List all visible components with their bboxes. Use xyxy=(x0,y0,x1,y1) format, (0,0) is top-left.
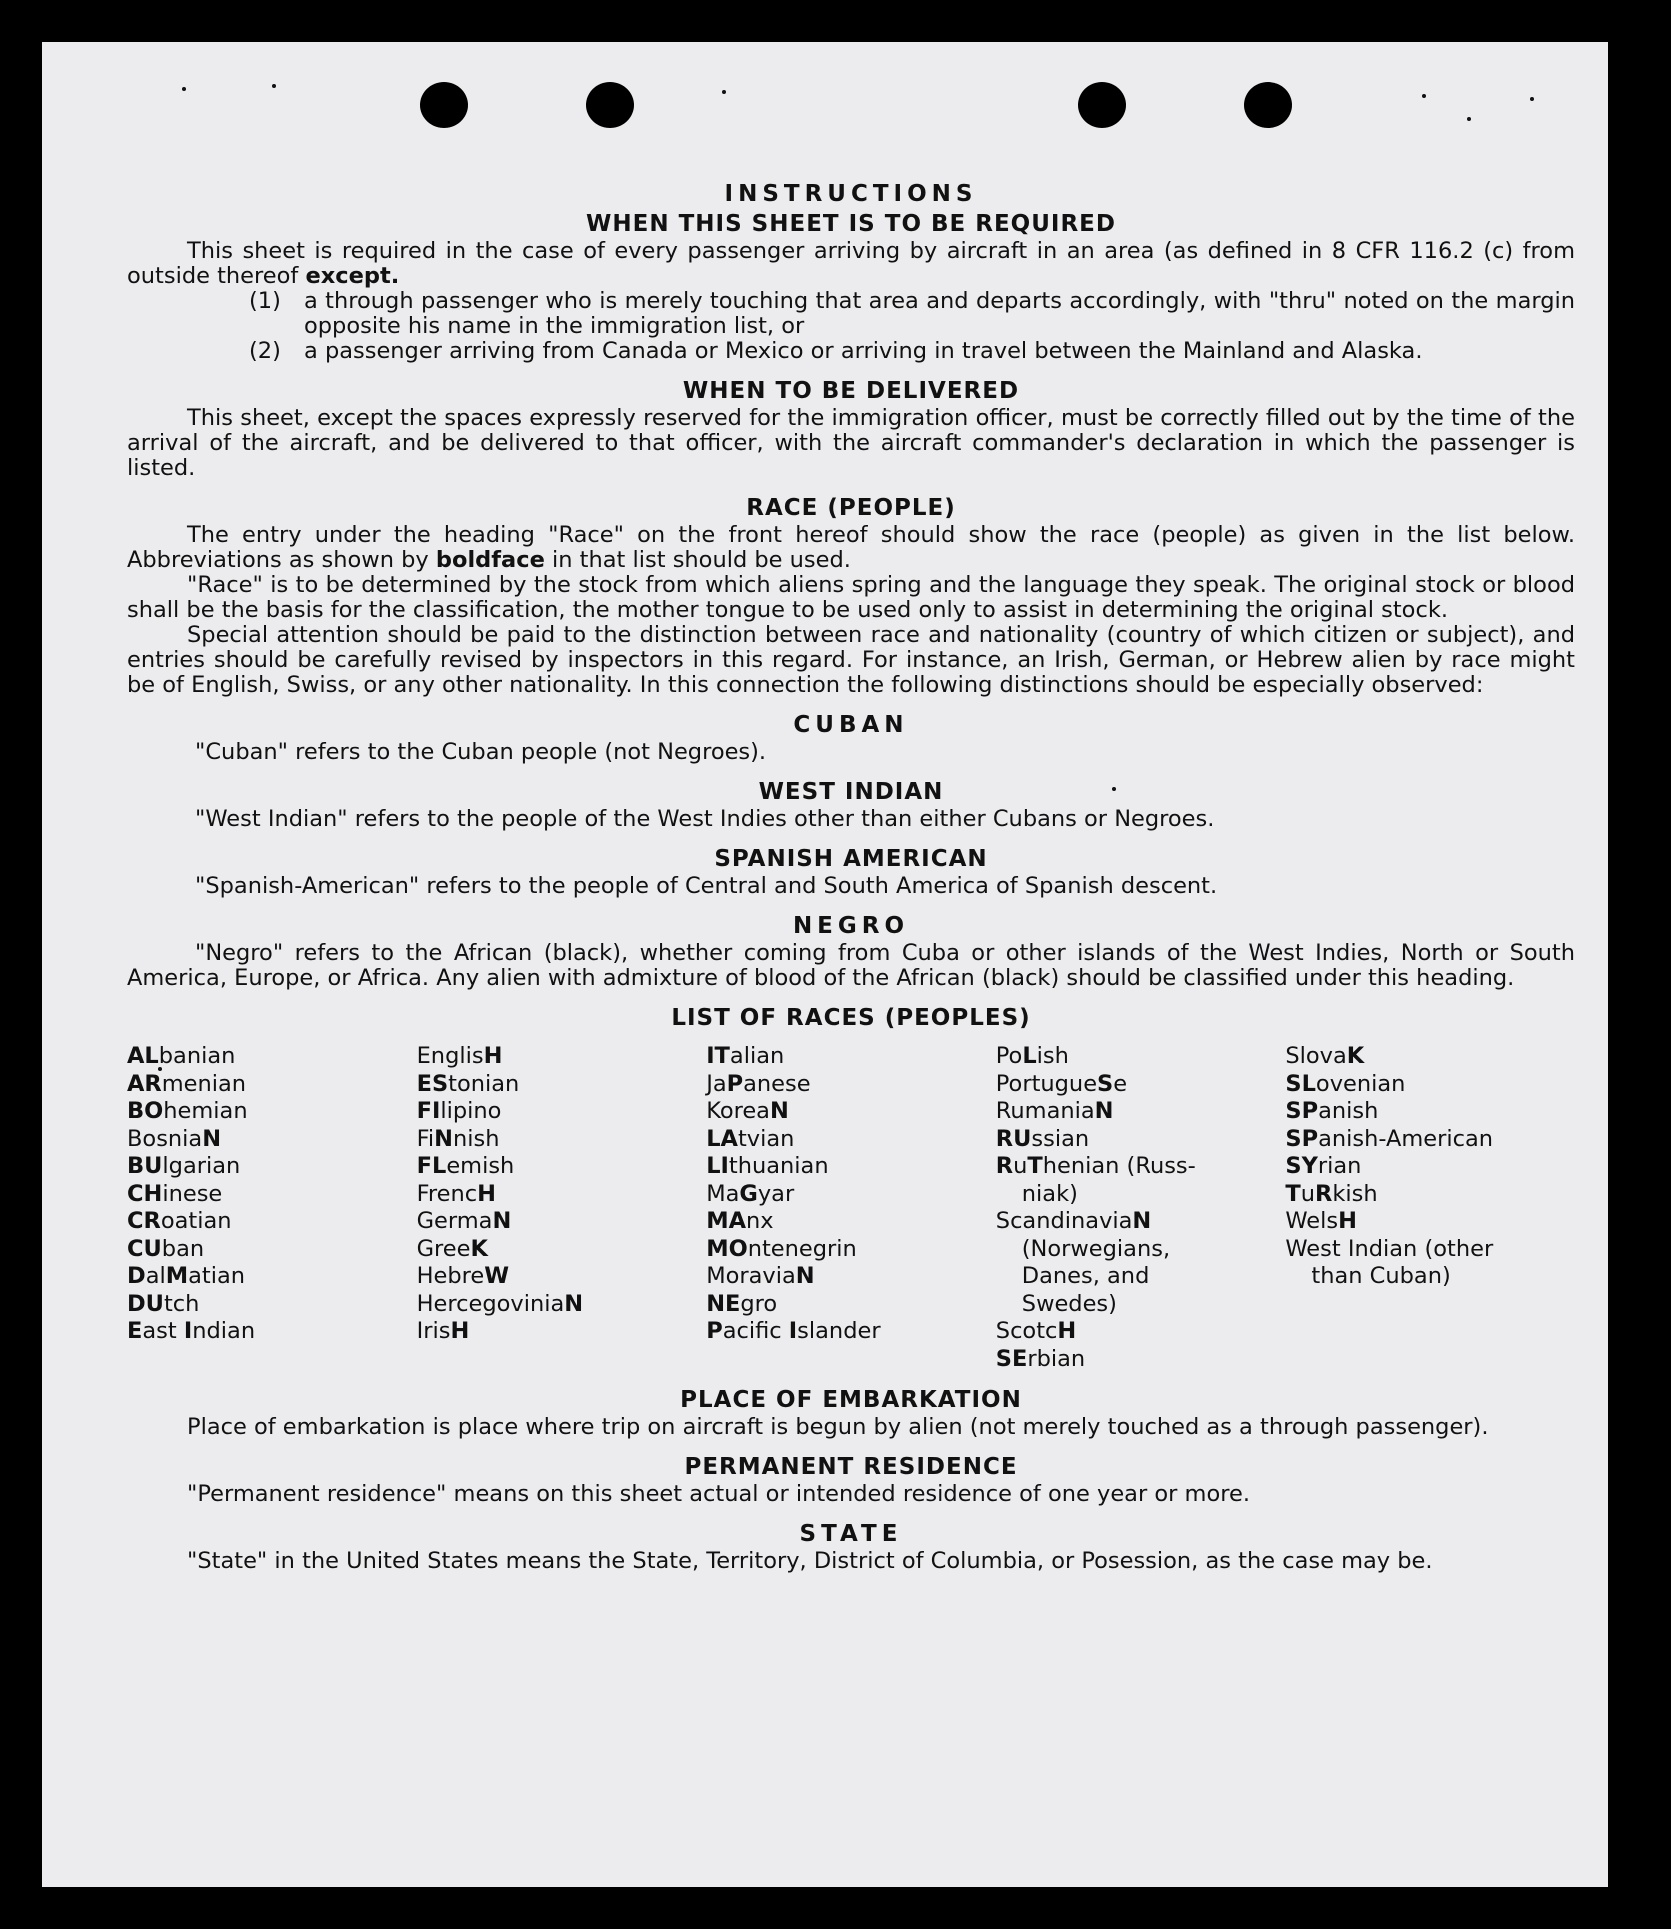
race-entry: ALbanian xyxy=(127,1043,236,1069)
race-entry: FLemish xyxy=(416,1153,515,1179)
race-entry: Pacific Islander xyxy=(706,1318,881,1344)
race-column xyxy=(996,1043,1286,1373)
section-heading: LIST OF RACES (PEOPLES) xyxy=(671,1005,1031,1031)
race-entry: West Indian (other xyxy=(1285,1235,1494,1262)
race-entry: IrisH xyxy=(416,1318,470,1344)
race-entry: BUlgarian xyxy=(127,1153,241,1179)
race-entry: MaGyar xyxy=(706,1180,795,1207)
race-entry: LIthuanian xyxy=(706,1153,829,1179)
race-entry: SPanish-American xyxy=(1285,1125,1494,1152)
race-entry: SErbian xyxy=(995,1345,1086,1372)
paragraph: "Race" is to be determined by the stock from which aliens spring and the language they speak. The original stock or blood shall be the basis for the classification, the mother tongue to be used only to assist in determining the original stock. xyxy=(127,572,1575,623)
section-heading: CUBAN xyxy=(793,712,909,738)
punch-hole xyxy=(586,82,634,128)
race-entry: GermaN xyxy=(416,1208,512,1234)
race-entry: MOntenegrin xyxy=(706,1235,857,1262)
race-entry: MAnx xyxy=(706,1208,774,1234)
paragraph: "Cuban" refers to the Cuban people (not Negroes). xyxy=(195,739,767,765)
race-entry: GreeK xyxy=(416,1235,488,1262)
speck xyxy=(722,90,726,94)
section-heading: RACE (PEOPLE) xyxy=(746,495,956,521)
exception-list xyxy=(249,289,1575,364)
list-item: (2) a passenger arriving from Canada or Mexico or arriving in travel between the Mainland and Alaska. xyxy=(249,338,1423,364)
speck xyxy=(1422,94,1426,98)
race-entry: RUssian xyxy=(995,1125,1090,1152)
race-entry: HercegoviniaN xyxy=(416,1290,584,1317)
race-entry: RuThenian (Russ- xyxy=(995,1153,1196,1179)
race-entry: CUban xyxy=(127,1235,205,1262)
section-heading: NEGRO xyxy=(792,913,910,939)
punch-hole xyxy=(420,82,468,128)
page-title: INSTRUCTIONS xyxy=(724,181,978,207)
race-entry: KoreaN xyxy=(706,1098,789,1124)
punch-hole xyxy=(1078,82,1126,128)
race-entry: LAtvian xyxy=(706,1125,795,1152)
paragraph: "State" in the United States means the State, Territory, District of Columbia, or Posession, as the case may be. xyxy=(187,1548,1433,1574)
race-entry: HebreW xyxy=(416,1263,510,1289)
paragraph: The entry under the heading "Race" on the front hereof should show the race (people) as given in the list below. Abbreviations as shown by boldface in that list should be used. xyxy=(127,522,1575,573)
race-entry: CRoatian xyxy=(127,1208,232,1234)
speck xyxy=(182,87,186,91)
race-entry: (Norwegians, xyxy=(1021,1235,1171,1262)
paragraph: "Spanish-American" refers to the people of Central and South America of Spanish descent. xyxy=(195,873,1218,899)
instructions-content xyxy=(127,179,1575,1574)
race-entry: DUtch xyxy=(127,1290,200,1317)
race-entry: niak) xyxy=(1021,1180,1078,1207)
paragraph: "Permanent residence" means on this sheet actual or intended residence of one year or more. xyxy=(187,1481,1250,1507)
section-heading: WHEN TO BE DELIVERED xyxy=(682,378,1020,404)
race-entry: SPanish xyxy=(1285,1098,1379,1124)
race-column xyxy=(706,1043,996,1373)
race-entry: SLovenian xyxy=(1285,1070,1406,1097)
race-entry: SYrian xyxy=(1285,1153,1362,1179)
paragraph: This sheet is required in the case of every passenger arriving by aircraft in an area (as defined in 8 CFR 116.2 (c) from outside thereof except. xyxy=(127,238,1575,289)
race-entry: SlovaK xyxy=(1285,1043,1365,1069)
section-heading: SPANISH AMERICAN xyxy=(714,846,988,872)
section-heading: STATE xyxy=(799,1521,903,1547)
race-entry: EStonian xyxy=(416,1070,520,1097)
race-entry: CHinese xyxy=(127,1180,223,1207)
paragraph: Special attention should be paid to the distinction between race and nationality (country of which citizen or subject), and entries should be carefully revised by inspectors in this regard. For instance, an Irish, German, or Hebrew alien by race might be of English, Swiss, or any other nationality. In this connection the following distinctions should be especially observed: xyxy=(127,622,1575,698)
race-entry: WelsH xyxy=(1285,1208,1357,1234)
speck xyxy=(272,84,276,88)
race-entry: Danes, and xyxy=(1021,1263,1150,1289)
race-entry: DalMatian xyxy=(127,1263,246,1289)
paragraph: "Negro" refers to the African (black), whether coming from Cuba or other islands of the West Indies, North or South America, Europe, or Africa. Any alien with admixture of blood of the African (black) should be classified under this heading. xyxy=(127,940,1575,991)
race-entry: than Cuban) xyxy=(1311,1263,1451,1289)
race-entry: East Indian xyxy=(127,1318,256,1344)
document-page xyxy=(42,42,1608,1887)
paragraph: Place of embarkation is place where trip on aircraft is begun by alien (not merely touched as a through passenger). xyxy=(187,1414,1489,1440)
speck xyxy=(1467,117,1471,121)
race-entry: TuRkish xyxy=(1285,1180,1378,1207)
race-entry: FrencH xyxy=(416,1180,496,1207)
list-item: (1) a through passenger who is merely touching that area and departs accordingly, with "thru" noted on the margin opposite his name in the immigration list, or xyxy=(249,288,1575,339)
race-entry: JaPanese xyxy=(706,1070,811,1097)
speck xyxy=(1530,97,1534,101)
race-entry: NEgro xyxy=(706,1290,778,1317)
race-column xyxy=(1285,1043,1575,1373)
punch-hole xyxy=(1244,82,1292,128)
race-entry: ARmenian xyxy=(127,1070,247,1097)
race-column xyxy=(127,1043,417,1373)
section-heading: WEST INDIAN xyxy=(758,779,944,805)
paragraph: "West Indian" refers to the people of the West Indies other than either Cubans or Negroes. xyxy=(195,806,1215,832)
race-entry: FiNnish xyxy=(416,1125,500,1152)
race-list xyxy=(127,1043,1575,1373)
section-heading: WHEN THIS SHEET IS TO BE REQUIRED xyxy=(586,211,1116,237)
race-entry: MoraviaN xyxy=(706,1263,815,1289)
race-entry: ScotcH xyxy=(995,1318,1077,1344)
race-entry: PoLish xyxy=(995,1043,1069,1069)
race-entry: RumaniaN xyxy=(995,1098,1114,1124)
race-entry: BOhemian xyxy=(127,1098,248,1124)
race-entry: BosniaN xyxy=(127,1125,222,1152)
race-column xyxy=(417,1043,707,1373)
race-entry: ITalian xyxy=(706,1043,785,1069)
race-entry: ScandinaviaN xyxy=(995,1208,1152,1234)
race-entry: Swedes) xyxy=(1021,1290,1117,1317)
race-entry: PortugueSe xyxy=(995,1070,1128,1097)
section-heading: PERMANENT RESIDENCE xyxy=(684,1454,1018,1480)
section-heading: PLACE OF EMBARKATION xyxy=(680,1387,1022,1413)
paragraph: This sheet, except the spaces expressly reserved for the immigration officer, must be correctly filled out by the time of the arrival of the aircraft, and be delivered to that officer, with the aircraft commander's declaration in which the passenger is listed. xyxy=(127,405,1575,481)
race-entry: FIlipino xyxy=(416,1098,502,1124)
race-entry: EnglisH xyxy=(416,1043,503,1069)
